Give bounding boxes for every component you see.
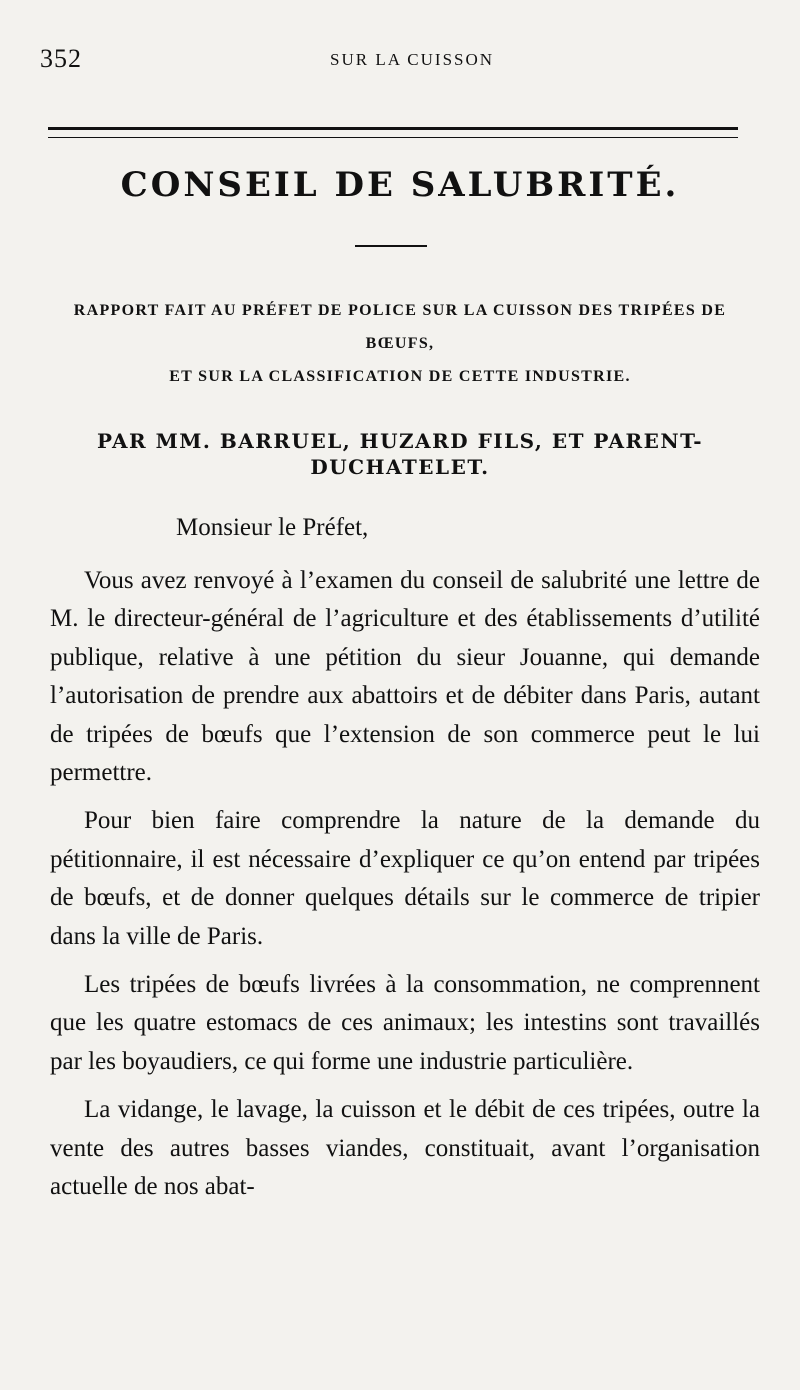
header-double-rule bbox=[48, 127, 738, 138]
report-title bbox=[40, 294, 760, 393]
title-divider bbox=[355, 245, 427, 247]
salutation: Monsieur le Préfet, bbox=[176, 514, 369, 541]
body-text bbox=[50, 562, 760, 1217]
section-title: CONSEIL DE SALUBRITÉ. bbox=[120, 165, 680, 205]
paragraph-1: Vous avez renvoyé à l’examen du conseil de salubrité une lettre de M. le directeur-général de l’agriculture et des établissements d’utilité publique, relative à une pétition du sieur Jouanne, qui demande l’autorisation de prendre aux abattoirs et de débiter dans Paris, autant de tripées de bœufs que l’extension de son commerce peut le lui permettre. bbox=[50, 567, 760, 787]
paragraph-2: Pour bien faire comprendre la nature de la demande du pétitionnaire, il est nécessaire d’expliquer ce qu’on entend par tripées de bœufs, et de donner quelques détails sur le commerce de tripier dans la ville de Paris. bbox=[50, 807, 760, 950]
report-title-line-1: RAPPORT FAIT AU PRÉFET DE POLICE SUR LA CUISSON DES TRIPÉES DE BŒUFS, bbox=[73, 302, 727, 352]
page-header bbox=[40, 44, 780, 78]
authors-line: PAR MM. BARRUEL, HUZARD FILS, ET PARENT-DUCHATELET. bbox=[96, 429, 704, 479]
report-title-line-2: ET SUR LA CLASSIFICATION DE CETTE INDUSTRIE. bbox=[169, 368, 631, 385]
running-head: SUR LA CUISSON bbox=[330, 50, 495, 69]
page-number: 352 bbox=[40, 44, 82, 73]
paragraph-4: La vidange, le lavage, la cuisson et le débit de ces tripées, outre la vente des autres basses viandes, constituait, avant l’organisation actuelle de nos abat- bbox=[50, 1096, 760, 1201]
paragraph-3: Les tripées de bœufs livrées à la consommation, ne comprennent que les quatre estomacs de ces animaux; les intestins sont travaillés par les boyaudiers, ce qui forme une industrie particulière. bbox=[50, 971, 760, 1075]
